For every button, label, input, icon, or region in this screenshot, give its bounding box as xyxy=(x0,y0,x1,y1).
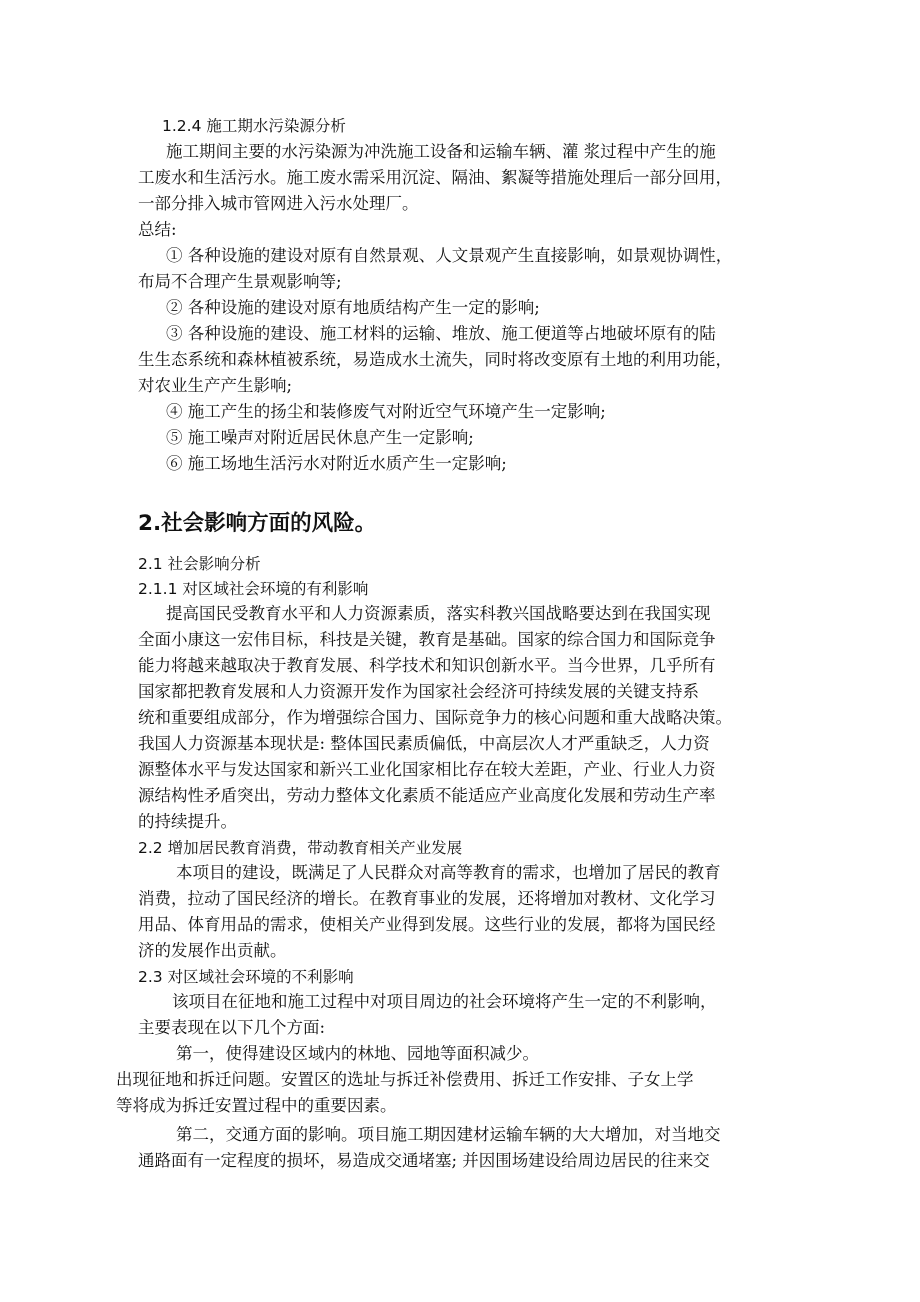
paragraph-line: 第一，使得建设区域内的林地、园地等面积减少。 xyxy=(176,1044,539,1063)
paragraph-line: 源结构性矛盾突出，劳动力整体文化素质不能适应产业高度化发展和劳动生产率 xyxy=(138,786,716,805)
summary-item-5: ⑤ 施工噪声对附近居民休息产生一定影响; xyxy=(166,428,474,447)
paragraph-line: 我国人力资源基本现状是: 整体国民素质偏低，中高层次人才严重缺乏，人力资 xyxy=(138,734,710,753)
paragraph-line: 国家都把教育发展和人力资源开发作为国家社会经济可持续发展的关键支持系 xyxy=(138,682,699,701)
paragraph-line: 等将成为拆迁安置过程中的重要因素。 xyxy=(116,1096,397,1115)
summary-item-1-cont: 布局不合理产生景观影响等; xyxy=(138,272,342,291)
paragraph-line: 济的发展作出贡献。 xyxy=(138,941,287,960)
paragraph-line: 工废水和生活污水。施工废水需采用沉淀、隔油、絮凝等措施处理后一部分回用， xyxy=(138,168,732,187)
paragraph-line: 全面小康这一宏伟目标，科技是关键，教育是基础。国家的综合国力和国际竞争 xyxy=(138,630,716,649)
section-heading-2-1-1: 2.1.1 对区域社会环境的有利影响 xyxy=(138,580,369,598)
summary-item-3-cont: 对农业生产产生影响; xyxy=(138,376,293,395)
paragraph-line: 提高国民受教育水平和人力资源素质，落实科教兴国战略要达到在我国实现 xyxy=(166,604,711,623)
summary-item-4: ④ 施工产生的扬尘和装修废气对附近空气环境产生一定影响; xyxy=(166,402,606,421)
paragraph-line: 通路面有一定程度的损坏，易造成交通堵塞; 并因围场建设给周边居民的往来交 xyxy=(138,1151,710,1170)
summary-item-6: ⑥ 施工场地生活污水对附近水质产生一定影响; xyxy=(166,454,507,473)
paragraph-line: 一部分排入城市管网进入污水处理厂。 xyxy=(138,194,419,213)
section-heading-2: 2.社会影响方面的风险。 xyxy=(138,511,377,536)
paragraph-line: 施工期间主要的水污染源为冲洗施工设备和运输车辆、灌 浆过程中产生的施 xyxy=(166,142,716,161)
paragraph-line: 本项目的建设，既满足了人民群众对高等教育的需求，也增加了居民的教育 xyxy=(176,863,721,882)
section-heading-2-3: 2.3 对区域社会环境的不利影响 xyxy=(138,968,354,986)
summary-label: 总结: xyxy=(138,220,177,239)
summary-item-3-cont: 生生态系统和森林植被系统，易造成水土流失，同时将改变原有土地的利用功能， xyxy=(138,350,732,369)
paragraph-line: 能力将越来越取决于教育发展、科学技术和知识创新水平。当今世界，几乎所有 xyxy=(138,656,716,675)
paragraph-line: 的持续提升。 xyxy=(138,812,237,831)
summary-item-2: ② 各种设施的建设对原有地质结构产生一定的影响; xyxy=(166,298,540,317)
section-heading-1-2-4: 1.2.4 施工期水污染源分析 xyxy=(162,117,346,135)
summary-item-3: ③ 各种设施的建设、施工材料的运输、堆放、施工便道等占地破坏原有的陆 xyxy=(166,324,716,343)
paragraph-line: 消费，拉动了国民经济的增长。在教育事业的发展，还将增加对教材、文化学习 xyxy=(138,889,716,908)
paragraph-line: 主要表现在以下几个方面: xyxy=(138,1018,326,1037)
paragraph-line: 源整体水平与发达国家和新兴工业化国家相比存在较大差距，产业、行业人力资 xyxy=(138,760,716,779)
section-heading-2-1: 2.1 社会影响分析 xyxy=(138,555,261,573)
paragraph-line: 用品、体育用品的需求，使相关产业得到发展。这些行业的发展，都将为国民经 xyxy=(138,915,716,934)
paragraph-line: 第二，交通方面的影响。项目施工期因建材运输车辆的大大增加，对当地交 xyxy=(176,1125,721,1144)
paragraph-line: 该项目在征地和施工过程中对项目周边的社会环境将产生一定的不利影响， xyxy=(172,992,717,1011)
paragraph-line: 出现征地和拆迁问题。安置区的选址与拆迁补偿费用、拆迁工作安排、子女上学 xyxy=(116,1070,694,1089)
paragraph-line: 统和重要组成部分，作为增强综合国力、国际竞争力的核心问题和重大战略决策。 xyxy=(138,708,732,727)
section-heading-2-2: 2.2 增加居民教育消费，带动教育相关产业发展 xyxy=(138,839,463,857)
summary-item-1: ① 各种设施的建设对原有自然景观、人文景观产生直接影响，如景观协调性， xyxy=(166,246,733,265)
